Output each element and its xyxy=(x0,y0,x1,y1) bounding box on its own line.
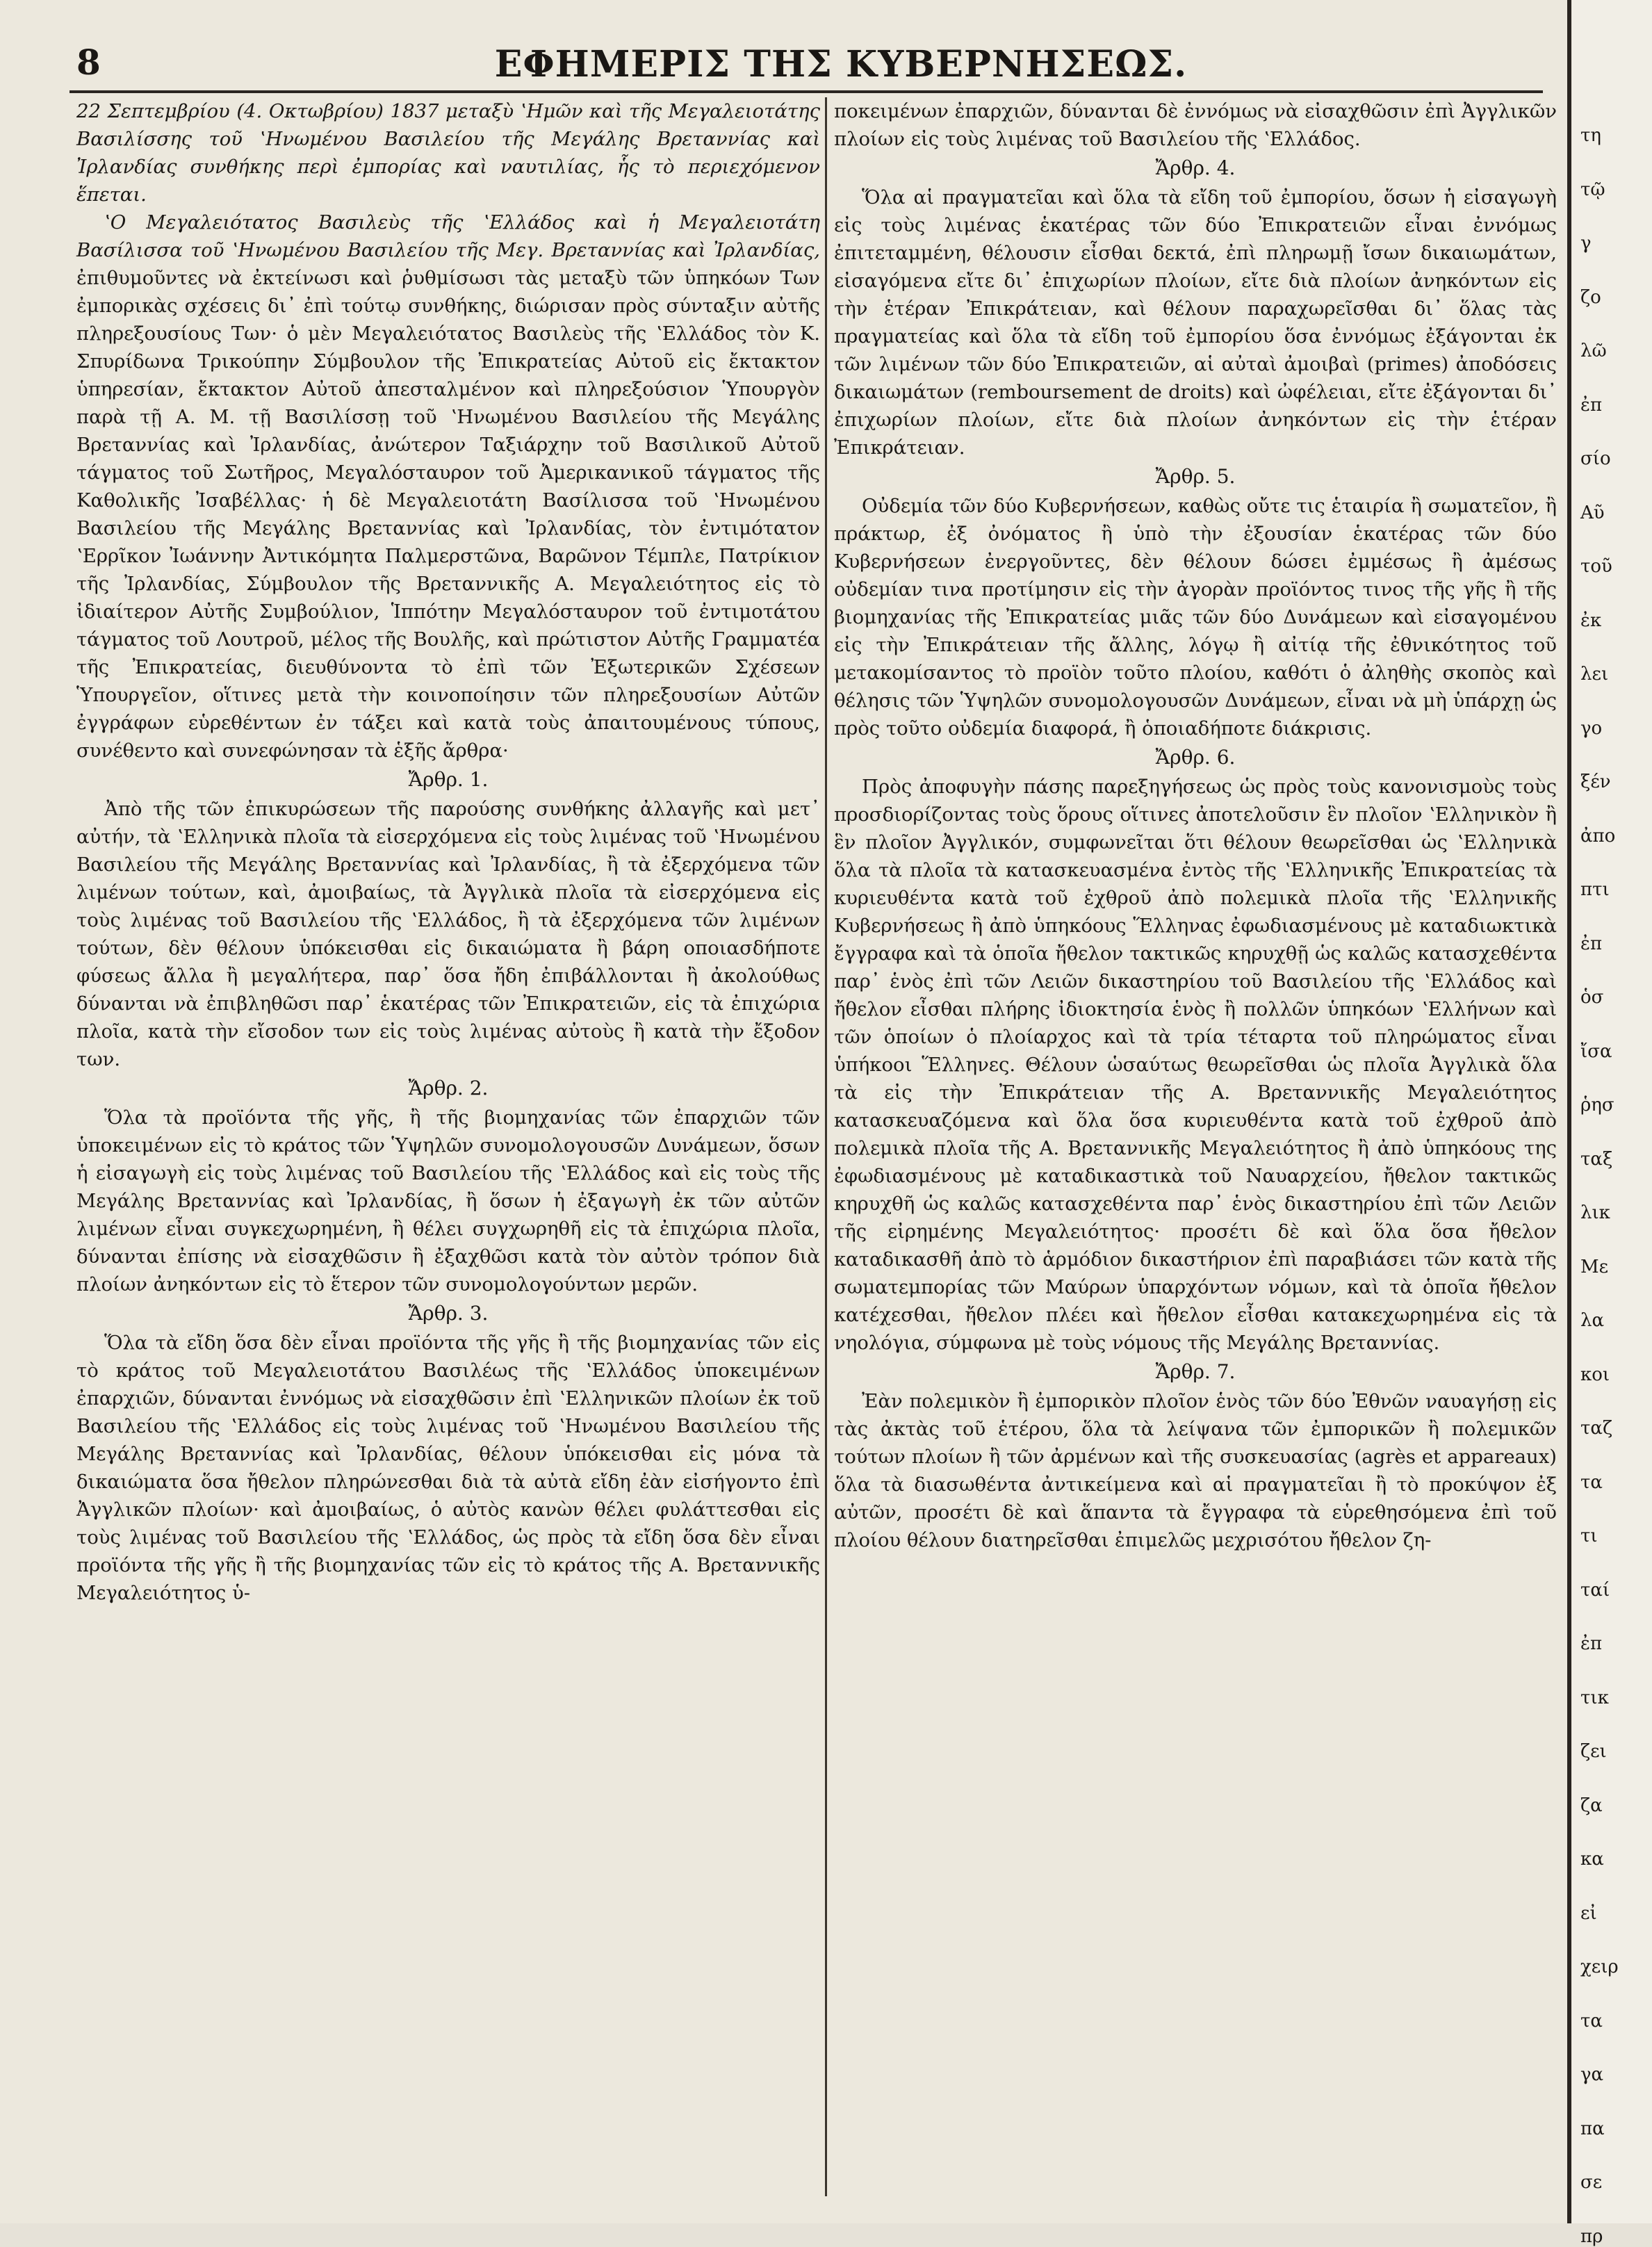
article-4-text: Ὅλα αἱ πραγματεῖαι καὶ ὅλα τὰ εἴδη τοῦ ἐμπορίου, ὅσων ἡ εἰσαγωγὴ εἰς τοὺς λιμένας ἑκατέρας τῶν δύο Ἐπικρατειῶν εἶναι ἐννόμως ἐπιτεταμμένη, θέλουσιν εἶσθαι δεκτά, ἐπὶ πληρωμῇ ἴσων δικαιωμάτων, εἰσαγόμενα εἴτε δι᾽ ἐπιχωρίων πλοίων, εἴτε διὰ πλοίων ἀνηκόντων εἰς τὴν ἑτέραν Ἐπικράτειαν, καὶ θέλουν παραχωρεῖσθαι δι᾽ ὅλας τὰς πραγματείας καὶ ὅλα τὰ εἴδη τοῦ ἐμπορίου ὅσα ἐννόμως ἐξάγονται ἐκ τῶν λιμένων τῶν δύο Ἐπικρατειῶν, αἱ αὐταὶ ἀμοιβαὶ (primes) ἀποδόσεις δικαιωμάτων (remboursement de droits) καὶ ὠφέλειαι, εἴτε ἐξάγονται δι᾽ ἐπιχωρίων πλοίων, εἴτε διὰ πλοίων ἀνηκόντων εἰς τὴν ἑτέραν Ἐπικράτειαν. xyxy=(834,186,1557,459)
journal-title: ΕΦΗΜΕΡΙΣ ΤΗΣ ΚΥΒΕΡΝΗΣΕΩΣ. xyxy=(494,43,1188,85)
column-divider xyxy=(825,97,827,2196)
page-header xyxy=(69,36,1543,85)
adjacent-page-fragment: πρ xyxy=(1580,2225,1603,2247)
adjacent-page-fragment: ταξ xyxy=(1580,1148,1613,1170)
adjacent-page-fragment: τα xyxy=(1580,1471,1603,1493)
article-2-text: Ὅλα τὰ προϊόντα τῆς γῆς, ἢ τῆς βιομηχανίας τῶν ἐπαρχιῶν τῶν ὑποκειμένων εἰς τὸ κράτος τῶν Ὑψηλῶν συνομολογουσῶν Δυνάμεων, ὅσων ἡ εἰσαγωγὴ εἰς τοὺς λιμένας τοῦ Βασιλείου τῆς ʽΕλλάδος καὶ εἰς τοὺς τῆς Μεγάλης Βρεταννίας καὶ Ἰρλανδίας, ἢ ὅσων ἡ ἐξαγωγὴ ἐκ τῶν αὐτῶν λιμένων εἶναι συγκεχωρημένη, ἢ θέλει συγχωρηθῆ εἰς τὰ ἐπιχώρια πλοῖα, δύνανται ἐπίσης νὰ εἰσαχθῶσιν ἢ ἐξαχθῶσι κατὰ τὸν αὐτὸν τρόπον διὰ πλοίων ἀνηκόντων εἰς τὸ ἕτερον τῶν συνομολογούντων μερῶν. xyxy=(76,1106,820,1296)
adjacent-page-fragment: τη xyxy=(1580,125,1601,146)
adjacent-page-strip xyxy=(1572,0,1652,2247)
adjacent-page-fragment: ὁσ xyxy=(1580,987,1604,1008)
left-column xyxy=(76,97,820,2203)
adjacent-page-fragment: κα xyxy=(1580,1849,1604,1870)
adjacent-page-fragment: σίο xyxy=(1580,448,1611,469)
article-7-heading: Ἄρθρ. 7. xyxy=(1155,1360,1236,1383)
adjacent-page-fragment: ζο xyxy=(1580,286,1601,308)
adjacent-page-fragment: τι xyxy=(1580,1526,1598,1546)
header-rule xyxy=(69,90,1543,93)
adjacent-page-fragment: Με xyxy=(1580,1256,1609,1277)
page-number: 8 xyxy=(76,42,101,83)
article-2-heading: Ἄρθρ. 2. xyxy=(408,1077,489,1100)
adjacent-page-fragment: τοῦ xyxy=(1580,556,1612,577)
adjacent-page-fragment: πτι xyxy=(1580,879,1610,900)
adjacent-page-fragment: ἐκ xyxy=(1580,610,1602,631)
article-3-heading: Ἄρθρ. 3. xyxy=(408,1302,489,1325)
treaty-intro xyxy=(76,209,820,765)
article-7-text: Ἐὰν πολεμικὸν ἢ ἐμπορικὸν πλοῖον ἑνὸς τῶν δύο Ἐθνῶν ναυαγήσῃ εἰς τὰς ἀκτὰς τοῦ ἑτέρου, ὅλα τὰ λείψανα τῶν ἐμπορικῶν ἢ πολεμικῶν τούτων πλοίων ἢ τῶν ἀρμένων καὶ τῆς συσκευασίας (agrès et appareaux) ὅλα τὰ διασωθέντα ἀντικείμενα καὶ αἱ πραγματεῖαι ἢ τὸ προκύψον ἐξ αὐτῶν, προσέτι δὲ καὶ ἅπαντα τὰ ἔγγραφα τὰ εὑρεθησόμενα ἐπὶ τοῦ πλοίου θέλουν διατηρεῖσθαι ἐπιμελῶς μεχρισότου ἤθελον ζη- xyxy=(834,1390,1557,1551)
adjacent-page-fragment: ζει xyxy=(1580,1741,1607,1762)
article-6-heading: Ἄρθρ. 6. xyxy=(1155,746,1236,769)
adjacent-page-fragment: ζα xyxy=(1580,1795,1603,1816)
adjacent-page-fragment: εἰ xyxy=(1580,1902,1597,1924)
adjacent-page-fragment: τικ xyxy=(1580,1687,1609,1708)
adjacent-page-fragment: κοι xyxy=(1580,1364,1610,1385)
adjacent-page-fragment: πα xyxy=(1580,2118,1605,2139)
adjacent-page-fragment: τα xyxy=(1580,2010,1603,2032)
article-6-text: Πρὸς ἀποφυγὴν πάσης παρεξηγήσεως ὡς πρὸς τοὺς κανονισμοὺς τοὺς προσδιορίζοντας τοὺς ὅρους οἵτινες ἀποτελοῦσιν ἓν πλοῖον ʽΕλληνικὸν ἢ ἓν πλοῖον Ἀγγλικόν, συμφωνεῖται ὅτι θέλουν θεωρεῖσθαι ὡς ʽΕλληνικὰ ὅλα τὰ πλοῖα τὰ κατασκευασμένα ἐντὸς τῆς ʽΕλληνικῆς Ἐπικρατείας τὰ κυριευθέντα κατὰ τοῦ ἐχθροῦ ἀπὸ πολεμικὰ πλοῖα τῆς ʽΕλληνικῆς Κυβερνήσεως ἢ ἀπὸ ὑπηκόους Ἕλληνας ἐφωδιασμένους μὲ καταδιωκτικὰ ἔγγραφα καὶ τὰ ὁποῖα ἤθελον τακτικῶς κηρυχθῇ ὡς καλῶς κατασχεθέντα παρ᾽ ἑνὸς ἐπὶ τῶν Λειῶν δικαστηρίου τοῦ Βασιλείου τῆς ʽΕλλάδος καὶ ἤθελον εἶσθαι πλήρης ἰδιοκτησία ἑνὸς ἢ πολλῶν ὑπηκόων ʽΕλλήνων καὶ τῶν ὁποίων ὁ πλοίαρχος καὶ τὰ τρία τέταρτα τοῦ πληρώματος εἶναι ὑπήκοοι Ἕλληνες. Θέλουν ὡσαύτως θεωρεῖσθαι ὡς πλοῖα Ἀγγλικὰ ὅλα τὰ εἰς τὴν Ἐπικράτειαν τῆς Α. Βρεταννικῆς Μεγαλειότητος κατασκευαζόμενα καὶ ὅλα ὅσα κυριευθέντα κατὰ τοῦ ἐχθροῦ ἀπὸ πολεμικὰ πλοῖα τῆς Α. Βρεταννικῆς Μεγαλειότητος ἢ ἀπὸ ὑπηκόους της ἐφωδιασμένους μὲ καταδικαστικὰ τοῦ Ναυαρχείου, ἤθελον τακτικῶς κηρυχθῆ ὡς καλῶς κατασχεθέντα παρ᾽ ἑνὸς δικαστηρίου ἐπὶ τῶν Λειῶν τῆς εἰρημένης Μεγαλειότητος· προσέτι δὲ καὶ ὅλα ὅσα ἤθελον καταδικασθῆ ἀπὸ τὸ ἁρμόδιον δικαστήριον ἐπὶ παραβιάσει τῶν κατὰ τῆς σωματεμπορίας τῶν Μαύρων ὑπαρχόντων νόμων, καὶ τὰ ὁποῖα ἤθελον κατέχεσθαι, ἤθελον πλέει καὶ ἤθελον εἶσθαι κατακεχωρημένα εἰς τὰ νηολόγια, σύμφωνα μὲ τοὺς νόμους τῆς Μεγάλης Βρεταννίας. xyxy=(834,776,1557,1354)
adjacent-page-fragment: ἐπ xyxy=(1580,1633,1603,1654)
treaty-intro-text: ἐπιθυμοῦντες νὰ ἐκτείνωσι καὶ ῥυθμίσωσι τὰς μεταξὺ τῶν ὑπηκόων Των ἐμπορικὰς σχέσεις δι᾽ ἐπὶ τούτῳ συνθήκης, διώρισαν πρὸς σύνταξιν αὐτῆς πληρεξουσίους Των· ὁ μὲν Μεγαλειότατος Βασιλεὺς τῆς ʽΕλλάδος τὸν Κ. Σπυρίδωνα Τρικούπην Σύμβουλον τῆς Ἐπικρατείας Αὐτοῦ εἰς ἔκτακτον ὑπηρεσίαν, ἔκτακτον Αὐτοῦ ἀπεσταλμένον καὶ πληρεξούσιον Ὑπουργὸν παρὰ τῇ Α. Μ. τῇ Βασιλίσσῃ τοῦ ʽΗνωμένου Βασιλείου τῆς Μεγάλης Βρεταννίας καὶ Ἰρλανδίας, ἀνώτερον Ταξιάρχην τοῦ Βασιλικοῦ Αὐτοῦ τάγματος τοῦ Σωτῆρος, Μεγαλόσταυρον τοῦ Ἀμερικανικοῦ τάγματος τῆς Καθολικῆς Ἰσαβέλλας· ἡ δὲ Μεγαλειοτάτη Βασίλισσα τοῦ ʽΗνωμένου Βασιλείου τῆς Μεγάλης Βρεταννίας καὶ Ἰρλανδίας, τὸν ἐντιμότατον ʽΕρρῖκον Ἰωάννην Ἀντικόμητα Παλμερστῶνα, Βαρῶνον Τέμπλε, Πατρίκιον τῆς Ἰρλανδίας, Σύμβουλον τῆς Βρεταννικῆς Α. Μεγαλειότητος εἰς τὸ ἰδιαίτερον Αὐτῆς Συμβούλιον, Ἱππότην Μεγαλόσταυρον τοῦ ἐντιμοτάτου τάγματος τοῦ Λουτροῦ, μέλος τῆς Βουλῆς, καὶ πρώτιστον Αὐτῆς Γραμματέα τῆς Ἐπικρατείας, διευθύνοντα τὸ ἐπὶ τῶν Ἐξωτερικῶν Σχέσεων Ὑπουργεῖον, οἵτινες μετὰ τὴν κοινοποίησιν τῶν πληρεξουσίων Αὐτῶν ἐγγράφων εὑρεθέντων ἐν τάξει καὶ κατὰ τοὺς ἀπαιτουμένους τύπους, συνέθεντο καὶ συνεφώνησαν τὰ ἑξῆς ἄρθρα· xyxy=(76,267,820,762)
treaty-intro-italic: ʽΟ Μεγαλειότατος Βασιλεὺς τῆς ʽΕλλάδος καὶ ἡ Μεγαλειοτάτη Βασίλισσα τοῦ ʽΗνωμένου Βασιλείου τῆς Μεγ. Βρεταννίας καὶ Ἰρλανδίας, xyxy=(76,211,820,261)
adjacent-page-fragment: ταί xyxy=(1580,1579,1610,1601)
page-edge-rule xyxy=(1567,0,1571,2223)
adjacent-page-fragment: ῥησ xyxy=(1580,1095,1614,1116)
adjacent-page-fragment: ἐπ xyxy=(1580,933,1603,954)
article-1-text: Ἀπὸ τῆς τῶν ἐπικυρώσεων τῆς παρούσης συνθήκης ἀλλαγῆς καὶ μετ᾽ αὐτήν, τὰ ʽΕλληνικὰ πλοῖα τὰ εἰσερχόμενα εἰς τοὺς λιμένας τοῦ ʽΗνωμένου Βασιλείου τῆς Μεγάλης Βρεταννίας καὶ Ἰρλανδίας, ἢ τὰ ἐξερχόμενα τῶν λιμένων τούτων, καὶ, ἀμοιβαίως, τὰ Ἀγγλικὰ πλοῖα τὰ εἰσερχόμενα εἰς τοὺς λιμένας τοῦ Βασιλείου τῆς ʽΕλλάδος, ἢ τὰ ἐξερχόμενα τῶν λιμένων τούτων, δὲν θέλουν ὑπόκεισθαι εἰς δικαιώματα ἢ βάρη οποιασδήποτε φύσεως ἄλλα ἢ μεγαλήτερα, παρ᾽ ὅσα ἤδη ἐπιβάλλονται ἢ ἀκολούθως δύνανται νὰ ἐπιβληθῶσι παρ᾽ ἑκατέρας τῶν Ἐπικρατειῶν, εἰς τὰ ἐπιχώρια πλοῖα, κατὰ τὴν εἴσοδον των εἰς τοὺς λιμένας αὐτοὺς ἢ κατὰ τὴν ἔξοδον των. xyxy=(76,798,820,1070)
adjacent-page-fragment: γα xyxy=(1580,2064,1604,2085)
adjacent-page-fragment: τῷ xyxy=(1580,179,1605,200)
adjacent-page-fragment: γο xyxy=(1580,717,1603,739)
adjacent-page-fragment: γ xyxy=(1580,233,1592,254)
adjacent-page-fragment: ξέν xyxy=(1580,771,1611,792)
adjacent-page-fragment: ἐπ xyxy=(1580,394,1603,416)
article-5-text: Οὐδεμία τῶν δύο Κυβερνήσεων, καθὼς οὔτε τις ἑταιρία ἢ σωματεῖον, ἢ πράκτωρ, ἐξ ὀνόματος ἢ ὑπὸ τὴν ἐξουσίαν ἑκατέρας τῶν δύο Κυβερνήσεων ἐνεργοῦντες, δὲν θέλουν δώσει ἐμμέσως ἢ ἀμέσως οὐδεμίαν τινα προτίμησιν εἰς τὴν ἀγορὰν προϊόντος τινος τῆς γῆς ἢ τῆς βιομηχανίας τῆς Ἐπικρατείας μιᾶς τῶν δύο Δυνάμεων καὶ εἰσαγομένου εἰς τὴν Ἐπικράτειαν τῆς ἄλλης, λόγῳ ἢ αἰτίᾳ τῆς ἐθνικότητος τοῦ μετακομίσαντος τὸ προϊὸν τοῦτο πλοίου, καθότι ὁ ἀληθὴς σκοπὸς καὶ θέλησις τῶν Ὑψηλῶν συνομολογουσῶν Δυνάμεων, εἶναι νὰ μὴ ὑπάρχῃ ὡς πρὸς τοῦτο οὐδεμία διαφορά, ἢ ὁποιαδήποτε διάκρισις. xyxy=(834,495,1557,740)
adjacent-page-fragment: ἴσα xyxy=(1580,1040,1612,1062)
treaty-preamble: 22 Σεπτεμβρίου (4. Οκτωβρίου) 1837 μεταξὺ ʽΗμῶν καὶ τῆς Μεγαλειοτάτης Βασιλίσσης τοῦ ʽΗνωμένου Βασιλείου τῆς Μεγάλης Βρεταννίας καὶ Ἰρλανδίας συνθήκης περὶ ἐμπορίας καὶ ναυτιλίας, ἧς τὸ περιεχόμενον ἕπεται. xyxy=(76,100,820,206)
right-column xyxy=(834,97,1557,2203)
adjacent-page-fragment: Αῦ xyxy=(1580,502,1605,523)
adjacent-page-fragment: χειρ xyxy=(1580,1956,1619,1977)
article-3-continuation: ποκειμένων ἐπαρχιῶν, δύνανται δὲ ἐννόμως νὰ εἰσαχθῶσιν ἐπὶ Ἀγγλικῶν πλοίων εἰς τοὺς λιμένας τοῦ Βασιλείου τῆς ʽΕλλάδος. xyxy=(834,100,1557,150)
adjacent-page-fragment: ἀπο xyxy=(1580,825,1616,847)
adjacent-page-fragment: ταζ xyxy=(1580,1418,1613,1439)
adjacent-page-fragment: λῶ xyxy=(1580,341,1607,361)
adjacent-page-fragment: λικ xyxy=(1580,1202,1610,1223)
article-4-heading: Ἄρθρ. 4. xyxy=(1155,156,1236,179)
adjacent-page-fragment: λα xyxy=(1580,1310,1605,1331)
adjacent-page-fragment: σε xyxy=(1580,2172,1603,2193)
adjacent-page-fragment: λει xyxy=(1580,664,1609,685)
article-5-heading: Ἄρθρ. 5. xyxy=(1155,465,1236,488)
article-3-text: Ὅλα τὰ εἴδη ὅσα δὲν εἶναι προϊόντα τῆς γῆς ἢ τῆς βιομηχανίας τῶν εἰς τὸ κράτος τοῦ Μεγαλειοτάτου Βασιλέως τῆς ʽΕλλάδος ὑποκειμένων ἐπαρχιῶν, δύνανται ἐννόμως νὰ εἰσαχθῶσιν ἐπὶ ʽΕλληνικῶν πλοίων ἐκ τοῦ Βασιλείου τῆς ʽΕλλάδος εἰς τοὺς λιμένας τοῦ ʽΗνωμένου Βασιλείου τῆς Μεγάλης Βρεταννίας καὶ Ἰρλανδίας, θέλουν ὑπόκεισθαι εἰς μόνα τὰ δικαιώματα ὅσα ἤθελον πληρώνεσθαι διὰ τὰ αὐτὰ εἴδη ἐὰν εἰσήγοντο ἐπὶ Ἀγγλικῶν πλοίων· καὶ ἀμοιβαίως, ὁ αὐτὸς κανὼν θέλει φυλάττεσθαι εἰς τοὺς λιμένας τοῦ Βασιλείου τῆς ʽΕλλάδος, ὡς πρὸς τὰ εἴδη ὅσα δὲν εἶναι προϊόντα τῆς γῆς ἢ τῆς βιομηχανίας τῶν εἰς τὸ κράτος τῆς Α. Βρεταννικῆς Μεγαλειότητος ὑ- xyxy=(76,1332,820,1604)
article-1-heading: Ἄρθρ. 1. xyxy=(408,768,489,791)
